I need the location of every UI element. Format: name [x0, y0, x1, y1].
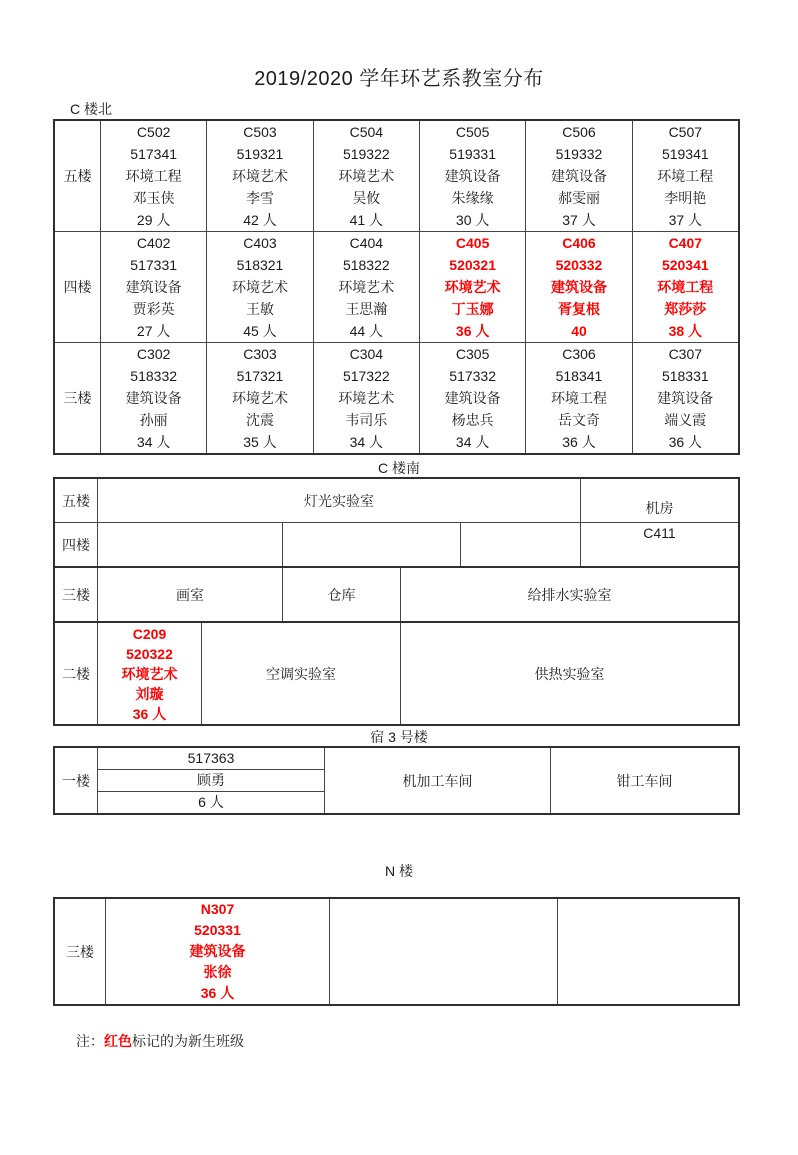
- empty-cell: [97, 523, 282, 566]
- class-code: 519322: [342, 146, 390, 162]
- class-code: 520322: [126, 645, 173, 662]
- class-code: 518331: [661, 368, 709, 384]
- room-cell: [525, 343, 631, 453]
- teacher-name: 李雪: [245, 190, 274, 206]
- warehouse-cell: 仓库: [282, 568, 400, 621]
- major: 环境艺术: [121, 665, 178, 682]
- student-count: 6 人: [98, 791, 325, 813]
- major: 环境工程: [125, 168, 182, 184]
- student-count: 27 人: [136, 323, 171, 339]
- table-dorm3: [53, 746, 740, 815]
- class-code: 519321: [236, 146, 284, 162]
- major: 环境工程: [550, 390, 607, 406]
- teacher-name: 郝雯丽: [557, 190, 600, 206]
- major: 环境艺术: [338, 168, 395, 184]
- heating-lab-cell: 供热实验室: [400, 623, 738, 724]
- new-class-cell: [97, 623, 201, 724]
- table-n-building: [53, 897, 740, 1006]
- floor-row-3: [55, 566, 738, 621]
- floor-row-3: [55, 899, 738, 1004]
- student-count: 34 人: [455, 434, 490, 450]
- student-count: 40: [571, 323, 587, 339]
- teacher-name: 李明艳: [664, 190, 707, 206]
- room-cell: [419, 343, 525, 453]
- room-number: C507: [668, 124, 703, 140]
- room-number: C405: [455, 235, 490, 251]
- room-cell: [313, 343, 419, 453]
- floor-row-5: [55, 121, 738, 231]
- major: 环境工程: [657, 168, 714, 184]
- major: 建筑设备: [444, 390, 501, 406]
- class-code: 518332: [130, 368, 178, 384]
- floor-label: 三楼: [62, 586, 90, 603]
- class-cell: [97, 748, 324, 813]
- room-cell: [313, 232, 419, 342]
- major: 环境艺术: [231, 390, 288, 406]
- machine-room-cell: 机房: [580, 479, 738, 522]
- room-number: C502: [136, 124, 171, 140]
- student-count: 29 人: [136, 212, 171, 228]
- major: 建筑设备: [125, 279, 182, 295]
- lighting-lab-cell: 灯光实验室: [97, 479, 580, 522]
- floor-row-4: [55, 522, 738, 566]
- teacher-name: 朱缘缘: [451, 190, 494, 206]
- major: 环境艺术: [231, 168, 288, 184]
- room-cell: [206, 232, 312, 342]
- floor-label: 二楼: [62, 665, 90, 682]
- section-label-c-south: C 楼南: [378, 460, 420, 476]
- teacher-name: 刘璇: [135, 685, 164, 702]
- teacher-name: 顾勇: [98, 769, 325, 791]
- student-count: 38 人: [668, 323, 703, 339]
- room-cell-new-class: [525, 232, 631, 342]
- section-label-dorm3: 宿 3 号楼: [370, 729, 428, 745]
- room-cell: [419, 121, 525, 231]
- major: 环境艺术: [444, 279, 501, 295]
- teacher-name: 端义霞: [664, 412, 707, 428]
- class-code: 517332: [449, 368, 496, 384]
- student-count: 37 人: [562, 212, 596, 228]
- student-count: 42 人: [243, 212, 277, 228]
- teacher-name: 丁玉娜: [451, 301, 494, 317]
- student-count: 34 人: [136, 434, 171, 450]
- teacher-name: 王敏: [245, 301, 274, 317]
- teacher-name: 胥复根: [557, 301, 600, 317]
- floor-label: 三楼: [63, 390, 92, 406]
- room-cell: [313, 121, 419, 231]
- class-code: 520321: [449, 257, 496, 273]
- room-cell: [100, 232, 206, 342]
- student-count: 35 人: [243, 434, 277, 450]
- machining-workshop-cell: 机加工车间: [324, 748, 550, 813]
- teacher-name: 吴攸: [352, 190, 381, 206]
- room-number: C209: [132, 625, 167, 642]
- room-number: C302: [136, 346, 171, 362]
- class-code: 517363: [187, 750, 235, 766]
- teacher-name: 邓玉侠: [132, 190, 175, 206]
- room-c411-cell: C411: [580, 523, 738, 566]
- student-count: 36 人: [200, 985, 235, 1001]
- room-number: C506: [562, 124, 596, 140]
- room-number: C303: [243, 346, 277, 362]
- empty-cell: [557, 899, 738, 1004]
- floor-label: 四楼: [63, 279, 92, 295]
- student-count: 36 人: [668, 434, 703, 450]
- class-code: 518321: [236, 257, 284, 273]
- art-room-cell: 画室: [97, 568, 282, 621]
- teacher-name: 郑莎莎: [664, 301, 707, 317]
- ac-lab-cell: 空调实验室: [201, 623, 400, 724]
- room-number: C404: [349, 235, 384, 251]
- room-cell: [632, 343, 738, 453]
- room-number: C304: [349, 346, 384, 362]
- page-title: 2019/2020 学年环艺系教室分布: [254, 68, 544, 90]
- major: 环境艺术: [338, 390, 395, 406]
- fitter-workshop-cell: 钳工车间: [550, 748, 738, 813]
- empty-cell: [282, 523, 460, 566]
- major: 建筑设备: [657, 390, 714, 406]
- major: 环境艺术: [231, 279, 288, 295]
- teacher-name: 孙丽: [139, 412, 168, 428]
- empty-cell: [329, 899, 557, 1004]
- student-count: 34 人: [349, 434, 384, 450]
- room-number: C307: [668, 346, 703, 362]
- floor-row-2: [55, 621, 738, 724]
- floor-row-3: [55, 342, 738, 453]
- room-cell-new-class: [419, 232, 525, 342]
- section-label-n-building: N 楼: [385, 863, 413, 879]
- room-cell: [206, 121, 312, 231]
- class-code: 520331: [194, 922, 241, 938]
- drainage-lab-cell: 给排水实验室: [400, 568, 738, 621]
- room-cell: [525, 121, 631, 231]
- floor-row-1: [55, 748, 738, 813]
- room-number: C504: [349, 124, 384, 140]
- room-cell: [100, 343, 206, 453]
- class-code: 520332: [555, 257, 603, 273]
- major: 建筑设备: [550, 279, 607, 295]
- major: 建筑设备: [189, 943, 246, 959]
- student-count: 30 人: [455, 212, 490, 228]
- teacher-name: 岳文奇: [557, 412, 600, 428]
- room-number: C407: [668, 235, 703, 251]
- table-c-north: [53, 119, 740, 455]
- room-number: N307: [200, 901, 235, 917]
- major: 环境艺术: [338, 279, 395, 295]
- major: 环境工程: [657, 279, 714, 295]
- major: 建筑设备: [444, 168, 501, 184]
- note: [76, 1031, 244, 1051]
- empty-cell: [460, 523, 580, 566]
- major: 建筑设备: [550, 168, 607, 184]
- teacher-name: 韦司乐: [345, 412, 388, 428]
- room-cell-new-class: [632, 232, 738, 342]
- room-number: C402: [136, 235, 171, 251]
- class-code: 520341: [661, 257, 709, 273]
- teacher-name: 沈震: [245, 412, 274, 428]
- student-count: 37 人: [668, 212, 703, 228]
- room-cell: [206, 343, 312, 453]
- room-cell: [100, 121, 206, 231]
- class-code: 517322: [342, 368, 390, 384]
- room-cell: [632, 121, 738, 231]
- class-code: 518322: [342, 257, 390, 273]
- student-count: 41 人: [349, 212, 384, 228]
- student-count: 36 人: [562, 434, 596, 450]
- class-code: 517331: [130, 257, 178, 273]
- floor-label: 一楼: [62, 772, 90, 789]
- floor-row-5: [55, 479, 738, 522]
- room-number: C306: [562, 346, 596, 362]
- floor-label: 五楼: [63, 168, 92, 184]
- teacher-name: 贾彩英: [132, 301, 175, 317]
- major: 建筑设备: [125, 390, 182, 406]
- note-suffix: 标记的为新生班级: [132, 1033, 244, 1049]
- room-number: C305: [455, 346, 490, 362]
- floor-label: 五楼: [62, 492, 90, 509]
- teacher-name: 王思瀚: [345, 301, 388, 317]
- floor-label: 三楼: [66, 943, 94, 960]
- floor-label: 四楼: [62, 536, 90, 553]
- note-prefix: 注：: [76, 1033, 104, 1049]
- class-code: 519331: [449, 146, 496, 162]
- room-number: C406: [562, 235, 596, 251]
- table-c-south: [53, 477, 740, 726]
- room-number: C505: [455, 124, 490, 140]
- note-highlight: 红色: [104, 1033, 132, 1049]
- student-count: 44 人: [349, 323, 384, 339]
- section-label-c-north: C 楼北: [70, 101, 112, 117]
- teacher-name: 张徐: [203, 964, 232, 980]
- class-code: 517341: [130, 146, 178, 162]
- class-code: 518341: [555, 368, 603, 384]
- class-code: 517321: [236, 368, 284, 384]
- floor-row-4: [55, 231, 738, 342]
- room-number: C503: [243, 124, 277, 140]
- room-number: C403: [243, 235, 277, 251]
- teacher-name: 杨忠兵: [451, 412, 494, 428]
- student-count: 36 人: [455, 323, 490, 339]
- student-count: 36 人: [132, 705, 167, 722]
- class-code: 519332: [555, 146, 603, 162]
- class-code: 519341: [661, 146, 709, 162]
- student-count: 45 人: [243, 323, 277, 339]
- new-class-cell: [105, 899, 329, 1004]
